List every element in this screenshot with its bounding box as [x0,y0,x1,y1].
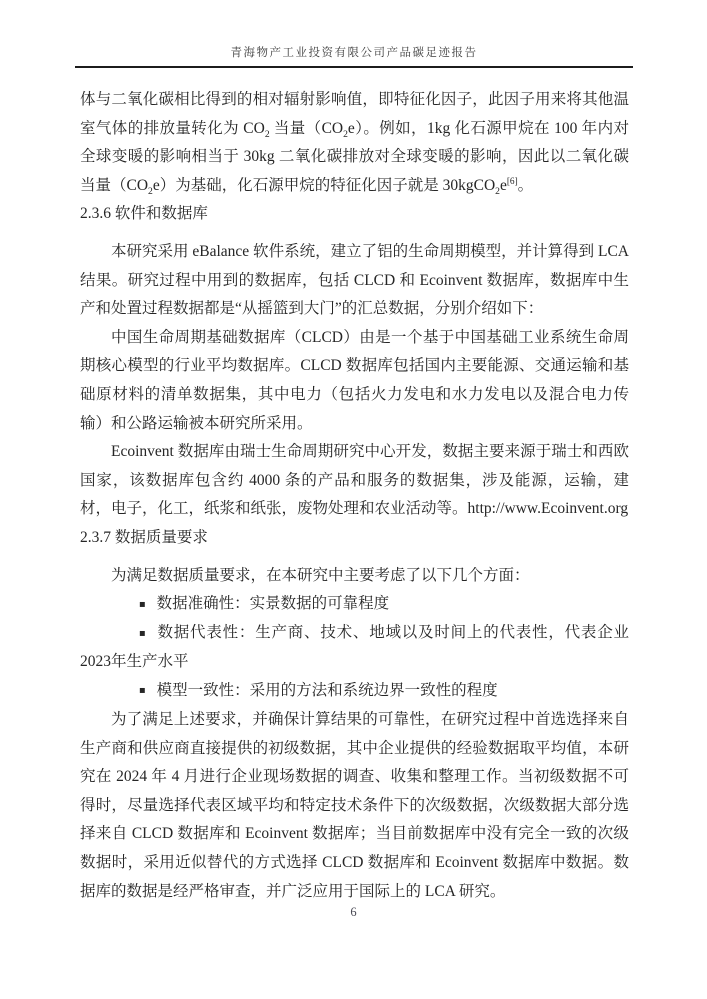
bullet-item-label: 数据代表性：生产商、技术、地域以及时间上的代表性，代表企业2023年生产水平 [80,624,629,671]
page-number: 6 [350,905,357,919]
page-header [75,44,633,68]
intro-text: e）为基础，化石源甲烷的特征化因子就是 30kgCO [152,176,496,194]
paragraph-quality-intro: 为满足数据质量要求，在本研究中主要考虑了以下几个方面： [111,566,530,584]
bullet-square-icon: ▪ [138,685,146,697]
bullet-item-accuracy [80,590,629,619]
co2-subscript: 2 [148,185,153,197]
bullet-item-consistency [80,677,629,706]
citation-reference: [6] [506,176,518,187]
paragraph-software-database: 本研究采用 eBalance 软件系统，建立了铝的生命周期模型，并计算得到 LCA 结果。研究过程中用到的数据库，包括 CLCD 和 Ecoinvent 数据库，数据库中生产和处置过程数据都是“从摇篮到大门”的汇总数据，分别介绍如下： [80,242,629,318]
intro-text: 体与二氧化碳相比得到的相对辐射影响值，即特征化因子，此因子用来将其他温室气体的排放量转化为 CO [80,91,629,137]
paragraph-ecoinvent-database [80,438,629,524]
bullet-square-icon: ▪ [138,598,146,610]
paragraph-clcd-database: 中国生命周期基础数据库（CLCD）由是一个基于中国基础工业系统生命周期核心模型的行业平均数据库。CLCD 数据库包括国内主要能源、交通运输和基础原材料的清单数据集，其中电力（包括火力发电和水力发电以及混合电力传输）和公路运输被本研究所采用。 [80,328,629,432]
paragraph-data-requirements: 为了满足上述要求，并确保计算结果的可靠性，在研究过程中首选选择来自生产商和供应商直接提供的初级数据，其中企业提供的经验数据取平均值，本研究在 2024 年 4 月进行企业现场数据的调查、收集和整理工作。当初级数据不可得时，尽量选择代表区域平均和特定技术条件下的次级数据，次级数据大部分选择来自 CLCD 数据库和 Ecoinvent 数据库；当目前数据库中没有完全一致的次级数据时，采用近似替代的方式选择 CLCD 数据库和 Ecoinvent 数据库中数据。数据库的数据是经严格审查，并广泛应用于国际上的 LCA 研究。 [80,710,629,900]
co2-subscript: 2 [495,185,500,197]
bullet-square-icon: ▪ [138,627,147,639]
co2-subscript: 2 [264,128,270,140]
intro-text: 当量（CO [269,119,344,137]
header-title: 青海物产工业投资有限公司产品碳足迹报告 [230,47,478,59]
bullet-item-representativeness [80,619,629,677]
intro-text: e）。例如，1kg 化石源甲烷在 100 年内对全球变暖的影响相当于 30kg 二氧化碳排放对全球变暖的影响，因此以二氧化碳当量（CO [80,119,629,194]
section-heading-2-3-7: 2.3.7 数据质量要求 [80,528,208,546]
section-heading-2-3-6: 2.3.6 软件和数据库 [80,205,208,223]
bullet-item-label: 模型一致性：采用的方法和系统边界一致性的程度 [156,681,498,699]
intro-text: 。 [517,176,534,194]
co2-subscript: 2 [343,128,348,140]
page-body [80,86,629,906]
bullet-item-label: 数据准确性：实景数据的可靠程度 [156,595,390,613]
paragraph-intro-continuation [80,86,629,200]
intro-text: e [499,176,507,194]
ecoinvent-text: Ecoinvent 数据库由瑞士生命周期研究中心开发，数据主要来源于瑞士和西欧国家，该数据库包含约 4000 条的产品和服务的数据集，涉及能源，运输，建材，电子，化工，纸浆和纸张，废物处理和农业活动等。 [80,443,629,518]
ecoinvent-link[interactable]: http://www.Ecoinvent.org [467,500,629,518]
